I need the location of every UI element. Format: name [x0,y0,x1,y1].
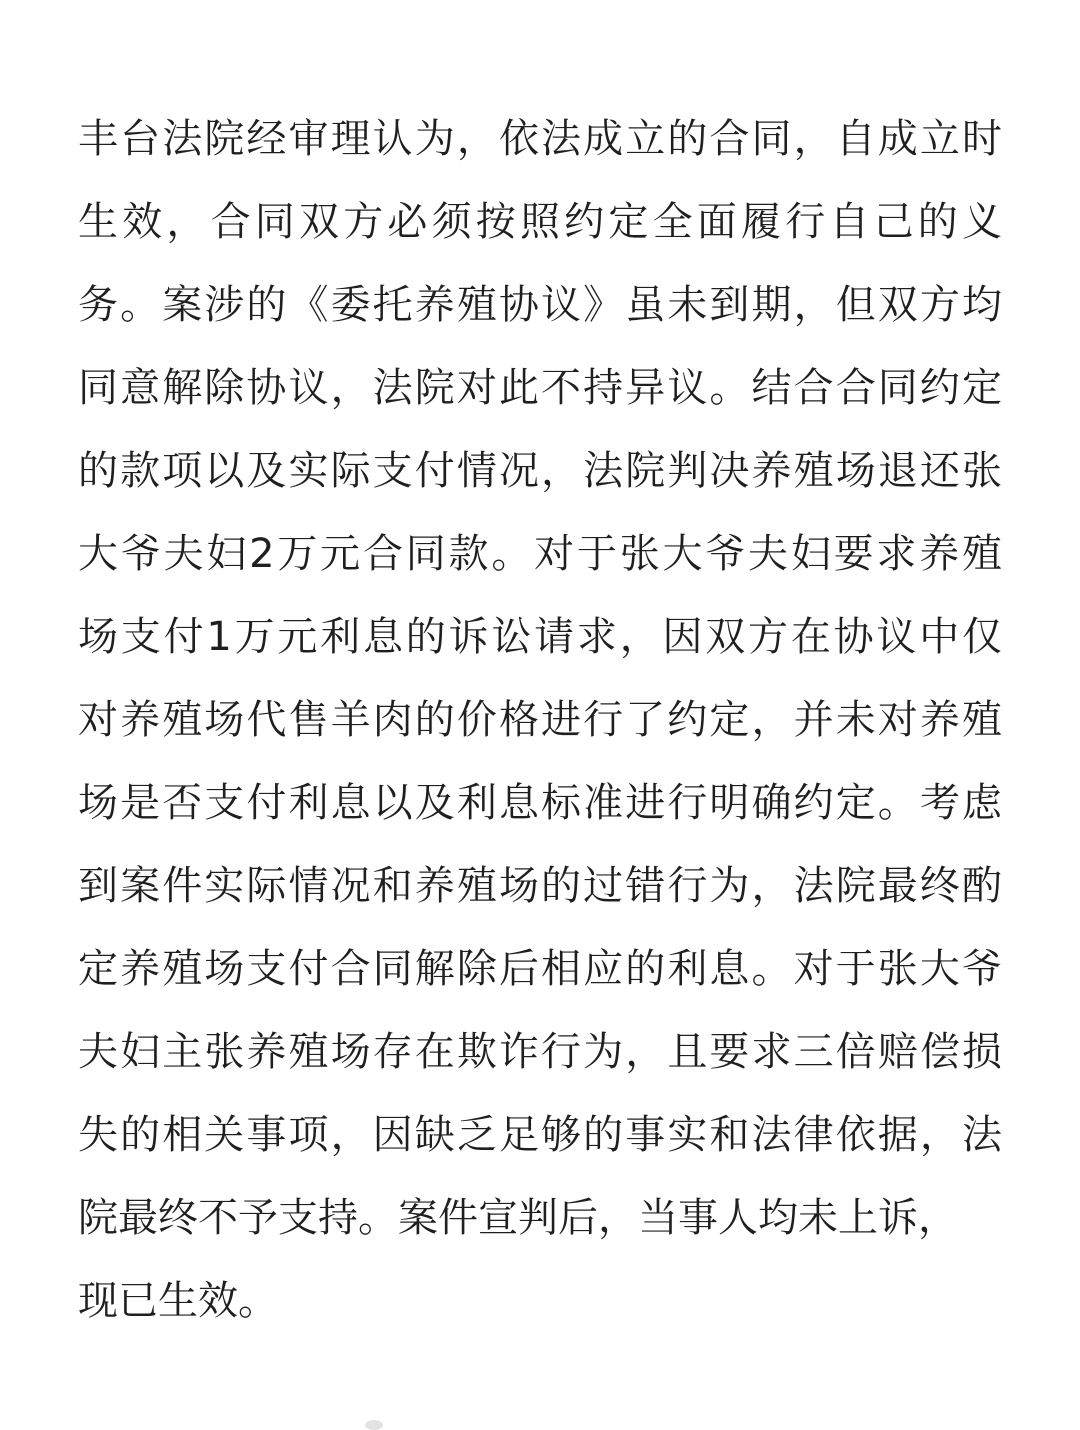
paragraph-line-10: 到案件实际情况和养殖场的过错行为，法院最终酌 [78,863,1002,909]
paragraph-line-1: 丰台法院经审理认为，依法成立的合同，自成立时 [78,116,1002,162]
paragraph-line-3: 务。案涉的《委托养殖协议》虽未到期，但双方均 [78,282,1002,328]
bottom-edge-mark [365,1420,383,1430]
paragraph-line-9: 场是否支付利息以及利息标准进行明确约定。考虑 [78,780,1002,826]
paragraph-line-11: 定养殖场支付合同解除后相应的利息。对于张大爷 [78,946,1002,992]
paragraph-line-13: 失的相关事项，因缺乏足够的事实和法律依据，法 [78,1112,1002,1158]
paragraph-line-4: 同意解除协议，法院对此不持异议。结合合同约定 [78,365,1002,411]
paragraph-line-6: 大爷夫妇2万元合同款。对于张大爷夫妇要求养殖 [78,531,1002,577]
paragraph-line-2: 生效，合同双方必须按照约定全面履行自己的义 [78,199,1002,245]
paragraph-line-5: 的款项以及实际支付情况，法院判决养殖场退还张 [78,448,1002,494]
paragraph-line-8: 对养殖场代售羊肉的价格进行了约定，并未对养殖 [78,697,1002,743]
paragraph-line-15: 现已生效。 [78,1278,278,1324]
paragraph-line-12: 夫妇主张养殖场存在欺诈行为，且要求三倍赔偿损 [78,1029,1002,1075]
judgment-paragraph [78,98,1002,1343]
paragraph-line-14: 院最终不予支持。案件宣判后，当事人均未上诉， [78,1195,958,1241]
paragraph-line-7: 场支付1万元利息的诉讼请求，因双方在协议中仅 [78,614,1002,660]
